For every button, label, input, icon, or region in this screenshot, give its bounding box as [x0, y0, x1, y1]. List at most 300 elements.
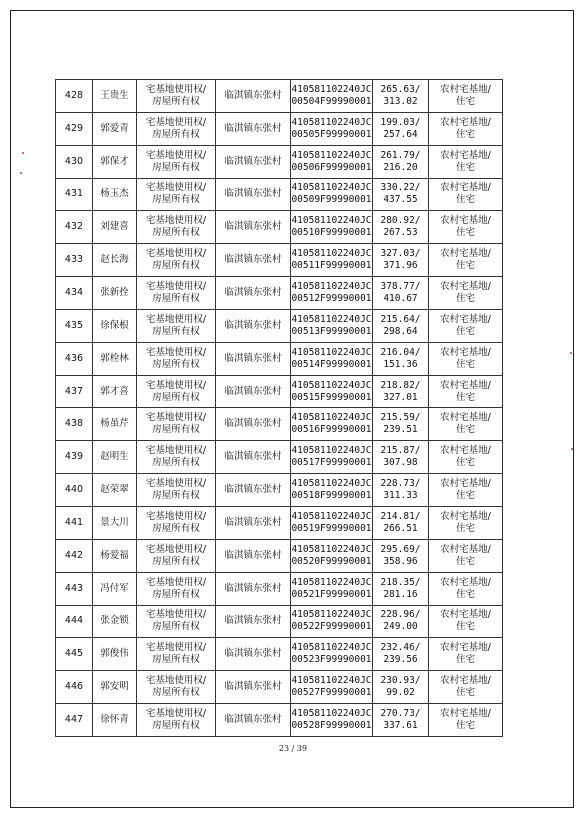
- owner-name-cell: 赵明生: [93, 441, 137, 474]
- parcel-code-cell-line: 00520F99990001: [291, 555, 372, 567]
- parcel-code-cell-line: 410581102240JC: [291, 576, 372, 588]
- right-type-cell: [137, 671, 216, 704]
- right-type-cell-line: 宅基地使用权/: [145, 313, 207, 325]
- location-cell: 临淇镇东张村: [216, 145, 291, 178]
- area-cell-line: 327.01: [383, 391, 418, 403]
- area-cell-line: 218.35/: [380, 576, 421, 588]
- scan-speck: [20, 172, 22, 174]
- right-type-cell-line: 宅基地使用权/: [145, 280, 207, 292]
- land-use-cell-line: 农村宅基地/: [440, 313, 491, 325]
- area-cell-line: 230.93/: [380, 675, 421, 687]
- row-number-cell: 428: [56, 80, 93, 113]
- land-use-cell: [429, 244, 503, 277]
- row-number-cell: 444: [56, 605, 93, 638]
- right-type-cell-line: 宅基地使用权/: [145, 182, 207, 194]
- parcel-code-cell: [291, 80, 373, 113]
- right-type-cell: [137, 309, 216, 342]
- right-type-cell-line: 宅基地使用权/: [145, 116, 207, 128]
- right-type-cell-line: 房屋所有权: [152, 490, 200, 502]
- area-cell: [373, 572, 429, 605]
- land-use-cell: [429, 441, 503, 474]
- table-row: [56, 309, 503, 342]
- parcel-code-cell-line: 410581102240JC: [291, 116, 372, 128]
- table-row: [56, 506, 503, 539]
- area-cell-line: 228.73/: [380, 478, 421, 490]
- row-number-cell: 433: [56, 244, 93, 277]
- right-type-cell: [137, 441, 216, 474]
- right-type-cell-line: 房屋所有权: [152, 358, 200, 370]
- location-cell: 临淇镇东张村: [216, 408, 291, 441]
- parcel-code-cell-line: 410581102240JC: [291, 313, 372, 325]
- area-cell-line: 99.02: [386, 687, 415, 699]
- owner-name-cell: 徐怀青: [93, 704, 137, 737]
- land-use-cell: [429, 572, 503, 605]
- area-cell-line: 267.53: [383, 227, 418, 239]
- right-type-cell: [137, 474, 216, 507]
- land-use-cell-line: 农村宅基地/: [440, 346, 491, 358]
- right-type-cell: [137, 572, 216, 605]
- area-cell-line: 270.73/: [380, 707, 421, 719]
- area-cell-line: 298.64: [383, 325, 418, 337]
- parcel-code-cell-line: 00519F99990001: [291, 522, 372, 534]
- owner-name-cell: 景大川: [93, 506, 137, 539]
- area-cell-line: 151.36: [383, 358, 418, 370]
- parcel-code-cell: [291, 539, 373, 572]
- right-type-cell-line: 房屋所有权: [152, 522, 200, 534]
- area-cell: [373, 178, 429, 211]
- parcel-code-cell: [291, 408, 373, 441]
- right-type-cell-line: 房屋所有权: [152, 654, 200, 666]
- area-cell-line: 215.59/: [380, 412, 421, 424]
- land-use-cell-line: 农村宅基地/: [440, 379, 491, 391]
- right-type-cell-line: 宅基地使用权/: [145, 642, 207, 654]
- right-type-cell-line: 房屋所有权: [152, 457, 200, 469]
- parcel-code-cell-line: 410581102240JC: [291, 510, 372, 522]
- location-cell: 临淇镇东张村: [216, 572, 291, 605]
- owner-name-cell: 杨玉杰: [93, 178, 137, 211]
- owner-name-cell: 郭安明: [93, 671, 137, 704]
- parcel-code-cell-line: 410581102240JC: [291, 445, 372, 457]
- row-number-cell: 445: [56, 638, 93, 671]
- area-cell: [373, 244, 429, 277]
- row-number-cell: 446: [56, 671, 93, 704]
- parcel-code-cell-line: 410581102240JC: [291, 215, 372, 227]
- parcel-code-cell-line: 410581102240JC: [291, 707, 372, 719]
- right-type-cell: [137, 211, 216, 244]
- owner-name-cell: 张新拴: [93, 277, 137, 310]
- area-cell: [373, 671, 429, 704]
- location-cell: 临淇镇东张村: [216, 441, 291, 474]
- area-cell-line: 215.64/: [380, 313, 421, 325]
- area-cell-line: 261.79/: [380, 149, 421, 161]
- right-type-cell-line: 房屋所有权: [152, 95, 200, 107]
- table-row: [56, 441, 503, 474]
- land-use-cell-line: 住宅: [455, 457, 475, 469]
- area-cell: [373, 506, 429, 539]
- parcel-code-cell: [291, 211, 373, 244]
- area-cell-line: 239.51: [383, 424, 418, 436]
- area-cell-line: 313.02: [383, 95, 418, 107]
- right-type-cell-line: 宅基地使用权/: [145, 149, 207, 161]
- record-table: [55, 79, 503, 737]
- scan-speck: [22, 152, 24, 154]
- area-cell-line: 307.98: [383, 457, 418, 469]
- land-use-cell-line: 住宅: [455, 490, 475, 502]
- parcel-code-cell-line: 00516F99990001: [291, 424, 372, 436]
- area-cell-line: 330.22/: [380, 182, 421, 194]
- parcel-code-cell-line: 410581102240JC: [291, 412, 372, 424]
- area-cell-line: 249.00: [383, 621, 418, 633]
- row-number-cell: 435: [56, 309, 93, 342]
- area-cell: [373, 211, 429, 244]
- parcel-code-cell: [291, 244, 373, 277]
- row-number-cell: 429: [56, 112, 93, 145]
- parcel-code-cell: [291, 506, 373, 539]
- row-number-cell: 437: [56, 375, 93, 408]
- land-use-cell: [429, 80, 503, 113]
- area-cell: [373, 605, 429, 638]
- right-type-cell: [137, 375, 216, 408]
- area-cell: [373, 342, 429, 375]
- owner-name-cell: 王贵生: [93, 80, 137, 113]
- table-row: [56, 277, 503, 310]
- area-cell: [373, 704, 429, 737]
- land-use-cell-line: 住宅: [455, 194, 475, 206]
- table-row: [56, 408, 503, 441]
- location-cell: 临淇镇东张村: [216, 309, 291, 342]
- area-cell-line: 215.87/: [380, 445, 421, 457]
- area-cell-line: 216.04/: [380, 346, 421, 358]
- parcel-code-cell: [291, 474, 373, 507]
- land-use-cell-line: 住宅: [455, 260, 475, 272]
- parcel-code-cell-line: 410581102240JC: [291, 609, 372, 621]
- land-use-cell-line: 农村宅基地/: [440, 248, 491, 260]
- parcel-code-cell: [291, 638, 373, 671]
- location-cell: 临淇镇东张村: [216, 342, 291, 375]
- right-type-cell: [137, 277, 216, 310]
- land-use-cell-line: 农村宅基地/: [440, 149, 491, 161]
- table-row: [56, 539, 503, 572]
- right-type-cell-line: 房屋所有权: [152, 227, 200, 239]
- right-type-cell: [137, 112, 216, 145]
- table-row: [56, 342, 503, 375]
- right-type-cell: [137, 145, 216, 178]
- owner-name-cell: 赵荣翠: [93, 474, 137, 507]
- parcel-code-cell: [291, 112, 373, 145]
- parcel-code-cell: [291, 441, 373, 474]
- table-row: [56, 244, 503, 277]
- area-cell-line: 295.69/: [380, 543, 421, 555]
- parcel-code-cell-line: 00506F99990001: [291, 161, 372, 173]
- land-use-cell-line: 农村宅基地/: [440, 609, 491, 621]
- parcel-code-cell-line: 00511F99990001: [291, 260, 372, 272]
- area-cell-line: 280.92/: [380, 215, 421, 227]
- right-type-cell-line: 宅基地使用权/: [145, 379, 207, 391]
- parcel-code-cell-line: 410581102240JC: [291, 478, 372, 490]
- area-cell-line: 218.82/: [380, 379, 421, 391]
- row-number-cell: 439: [56, 441, 93, 474]
- parcel-code-cell: [291, 375, 373, 408]
- right-type-cell: [137, 244, 216, 277]
- record-table-body: [56, 80, 503, 737]
- parcel-code-cell: [291, 178, 373, 211]
- area-cell: [373, 441, 429, 474]
- row-number-cell: 440: [56, 474, 93, 507]
- land-use-cell-line: 住宅: [455, 325, 475, 337]
- land-use-cell: [429, 178, 503, 211]
- area-cell: [373, 145, 429, 178]
- right-type-cell: [137, 506, 216, 539]
- area-cell-line: 265.63/: [380, 83, 421, 95]
- right-type-cell: [137, 638, 216, 671]
- area-cell: [373, 474, 429, 507]
- land-use-cell-line: 农村宅基地/: [440, 576, 491, 588]
- owner-name-cell: 郭栓林: [93, 342, 137, 375]
- table-row: [56, 704, 503, 737]
- parcel-code-cell-line: 00515F99990001: [291, 391, 372, 403]
- area-cell: [373, 309, 429, 342]
- right-type-cell: [137, 539, 216, 572]
- parcel-code-cell: [291, 704, 373, 737]
- row-number-cell: 432: [56, 211, 93, 244]
- land-use-cell: [429, 474, 503, 507]
- right-type-cell-line: 房屋所有权: [152, 555, 200, 567]
- right-type-cell-line: 房屋所有权: [152, 128, 200, 140]
- row-number-cell: 443: [56, 572, 93, 605]
- owner-name-cell: 徐保根: [93, 309, 137, 342]
- land-use-cell-line: 农村宅基地/: [440, 675, 491, 687]
- area-cell: [373, 408, 429, 441]
- parcel-code-cell-line: 00518F99990001: [291, 490, 372, 502]
- area-cell-line: 327.03/: [380, 248, 421, 260]
- right-type-cell-line: 宅基地使用权/: [145, 83, 207, 95]
- area-cell: [373, 539, 429, 572]
- area-cell-line: 228.96/: [380, 609, 421, 621]
- parcel-code-cell-line: 410581102240JC: [291, 675, 372, 687]
- location-cell: 临淇镇东张村: [216, 704, 291, 737]
- land-use-cell: [429, 375, 503, 408]
- right-type-cell-line: 宅基地使用权/: [145, 543, 207, 555]
- parcel-code-cell-line: 410581102240JC: [291, 642, 372, 654]
- land-use-cell-line: 农村宅基地/: [440, 707, 491, 719]
- land-use-cell: [429, 211, 503, 244]
- owner-name-cell: 赵长海: [93, 244, 137, 277]
- page-number: 23 / 39: [278, 744, 308, 753]
- area-cell-line: 437.55: [383, 194, 418, 206]
- parcel-code-cell-line: 00527F99990001: [291, 687, 372, 699]
- table-row: [56, 178, 503, 211]
- right-type-cell-line: 房屋所有权: [152, 621, 200, 633]
- right-type-cell-line: 宅基地使用权/: [145, 346, 207, 358]
- row-number-cell: 438: [56, 408, 93, 441]
- owner-name-cell: 郭爱青: [93, 112, 137, 145]
- owner-name-cell: 郭才喜: [93, 375, 137, 408]
- land-use-cell: [429, 342, 503, 375]
- land-use-cell-line: 住宅: [455, 227, 475, 239]
- area-cell-line: 216.20: [383, 161, 418, 173]
- right-type-cell: [137, 408, 216, 441]
- land-use-cell-line: 住宅: [455, 522, 475, 534]
- parcel-code-cell-line: 00522F99990001: [291, 621, 372, 633]
- scan-speck: [570, 352, 572, 354]
- table-row: [56, 375, 503, 408]
- location-cell: 临淇镇东张村: [216, 178, 291, 211]
- right-type-cell-line: 宅基地使用权/: [145, 248, 207, 260]
- land-use-cell-line: 农村宅基地/: [440, 182, 491, 194]
- parcel-code-cell: [291, 145, 373, 178]
- area-cell-line: 281.16: [383, 588, 418, 600]
- land-use-cell-line: 住宅: [455, 292, 475, 304]
- area-cell-line: 378.77/: [380, 280, 421, 292]
- parcel-code-cell: [291, 572, 373, 605]
- owner-name-cell: 郭俊伟: [93, 638, 137, 671]
- parcel-code-cell-line: 00512F99990001: [291, 292, 372, 304]
- land-use-cell: [429, 506, 503, 539]
- parcel-code-cell-line: 00521F99990001: [291, 588, 372, 600]
- land-use-cell: [429, 145, 503, 178]
- land-use-cell-line: 住宅: [455, 391, 475, 403]
- right-type-cell-line: 宅基地使用权/: [145, 510, 207, 522]
- land-use-cell: [429, 309, 503, 342]
- parcel-code-cell-line: 00528F99990001: [291, 719, 372, 731]
- row-number-cell: 441: [56, 506, 93, 539]
- land-use-cell: [429, 704, 503, 737]
- table-row: [56, 474, 503, 507]
- area-cell-line: 358.96: [383, 555, 418, 567]
- land-use-cell-line: 住宅: [455, 95, 475, 107]
- location-cell: 临淇镇东张村: [216, 244, 291, 277]
- land-use-cell-line: 农村宅基地/: [440, 510, 491, 522]
- right-type-cell: [137, 342, 216, 375]
- parcel-code-cell-line: 00514F99990001: [291, 358, 372, 370]
- right-type-cell-line: 宅基地使用权/: [145, 478, 207, 490]
- parcel-code-cell: [291, 309, 373, 342]
- land-use-cell: [429, 112, 503, 145]
- area-cell: [373, 80, 429, 113]
- owner-name-cell: 张金锁: [93, 605, 137, 638]
- parcel-code-cell: [291, 671, 373, 704]
- table-row: [56, 80, 503, 113]
- parcel-code-cell-line: 410581102240JC: [291, 248, 372, 260]
- location-cell: 临淇镇东张村: [216, 80, 291, 113]
- owner-name-cell: 杨爱福: [93, 539, 137, 572]
- area-cell-line: 214.81/: [380, 510, 421, 522]
- parcel-code-cell-line: 00513F99990001: [291, 325, 372, 337]
- location-cell: 临淇镇东张村: [216, 211, 291, 244]
- table-row: [56, 145, 503, 178]
- area-cell-line: 371.96: [383, 260, 418, 272]
- right-type-cell-line: 房屋所有权: [152, 325, 200, 337]
- parcel-code-cell: [291, 342, 373, 375]
- row-number-cell: 431: [56, 178, 93, 211]
- land-use-cell-line: 住宅: [455, 687, 475, 699]
- land-use-cell: [429, 539, 503, 572]
- row-number-cell: 447: [56, 704, 93, 737]
- land-use-cell-line: 农村宅基地/: [440, 642, 491, 654]
- area-cell-line: 199.03/: [380, 116, 421, 128]
- area-cell-line: 311.33: [383, 490, 418, 502]
- right-type-cell: [137, 80, 216, 113]
- land-use-cell-line: 住宅: [455, 621, 475, 633]
- area-cell-line: 232.46/: [380, 642, 421, 654]
- land-use-cell: [429, 671, 503, 704]
- right-type-cell-line: 房屋所有权: [152, 391, 200, 403]
- location-cell: 临淇镇东张村: [216, 277, 291, 310]
- right-type-cell-line: 宅基地使用权/: [145, 412, 207, 424]
- table-row: [56, 638, 503, 671]
- land-use-cell-line: 住宅: [455, 555, 475, 567]
- parcel-code-cell-line: 00509F99990001: [291, 194, 372, 206]
- parcel-code-cell: [291, 605, 373, 638]
- right-type-cell-line: 宅基地使用权/: [145, 215, 207, 227]
- right-type-cell: [137, 178, 216, 211]
- location-cell: 临淇镇东张村: [216, 539, 291, 572]
- parcel-code-cell-line: 00517F99990001: [291, 457, 372, 469]
- parcel-code-cell-line: 00510F99990001: [291, 227, 372, 239]
- parcel-code-cell-line: 410581102240JC: [291, 280, 372, 292]
- land-use-cell-line: 农村宅基地/: [440, 83, 491, 95]
- area-cell-line: 410.67: [383, 292, 418, 304]
- row-number-cell: 436: [56, 342, 93, 375]
- owner-name-cell: 刘建喜: [93, 211, 137, 244]
- land-use-cell-line: 住宅: [455, 424, 475, 436]
- land-use-cell-line: 住宅: [455, 719, 475, 731]
- owner-name-cell: 杨虽芹: [93, 408, 137, 441]
- right-type-cell-line: 房屋所有权: [152, 161, 200, 173]
- land-use-cell-line: 农村宅基地/: [440, 478, 491, 490]
- land-use-cell: [429, 408, 503, 441]
- area-cell: [373, 375, 429, 408]
- table-row: [56, 572, 503, 605]
- table-row: [56, 671, 503, 704]
- land-use-cell-line: 住宅: [455, 161, 475, 173]
- right-type-cell-line: 房屋所有权: [152, 588, 200, 600]
- right-type-cell: [137, 605, 216, 638]
- right-type-cell-line: 宅基地使用权/: [145, 675, 207, 687]
- location-cell: 临淇镇东张村: [216, 474, 291, 507]
- land-use-cell-line: 农村宅基地/: [440, 445, 491, 457]
- parcel-code-cell: [291, 277, 373, 310]
- land-use-cell-line: 住宅: [455, 654, 475, 666]
- land-use-cell: [429, 638, 503, 671]
- parcel-code-cell-line: 410581102240JC: [291, 346, 372, 358]
- location-cell: 临淇镇东张村: [216, 506, 291, 539]
- right-type-cell-line: 宅基地使用权/: [145, 609, 207, 621]
- right-type-cell-line: 房屋所有权: [152, 687, 200, 699]
- area-cell-line: 257.64: [383, 128, 418, 140]
- land-use-cell-line: 农村宅基地/: [440, 215, 491, 227]
- right-type-cell-line: 房屋所有权: [152, 260, 200, 272]
- table-row: [56, 211, 503, 244]
- land-use-cell-line: 农村宅基地/: [440, 543, 491, 555]
- area-cell: [373, 112, 429, 145]
- parcel-code-cell-line: 00505F99990001: [291, 128, 372, 140]
- location-cell: 临淇镇东张村: [216, 671, 291, 704]
- parcel-code-cell-line: 00523F99990001: [291, 654, 372, 666]
- area-cell-line: 337.61: [383, 719, 418, 731]
- right-type-cell-line: 房屋所有权: [152, 719, 200, 731]
- owner-name-cell: 冯付军: [93, 572, 137, 605]
- area-cell-line: 266.51: [383, 522, 418, 534]
- land-use-cell: [429, 605, 503, 638]
- row-number-cell: 434: [56, 277, 93, 310]
- location-cell: 临淇镇东张村: [216, 112, 291, 145]
- table-row: [56, 112, 503, 145]
- row-number-cell: 442: [56, 539, 93, 572]
- land-use-cell-line: 住宅: [455, 358, 475, 370]
- land-use-cell-line: 住宅: [455, 128, 475, 140]
- owner-name-cell: 郭保才: [93, 145, 137, 178]
